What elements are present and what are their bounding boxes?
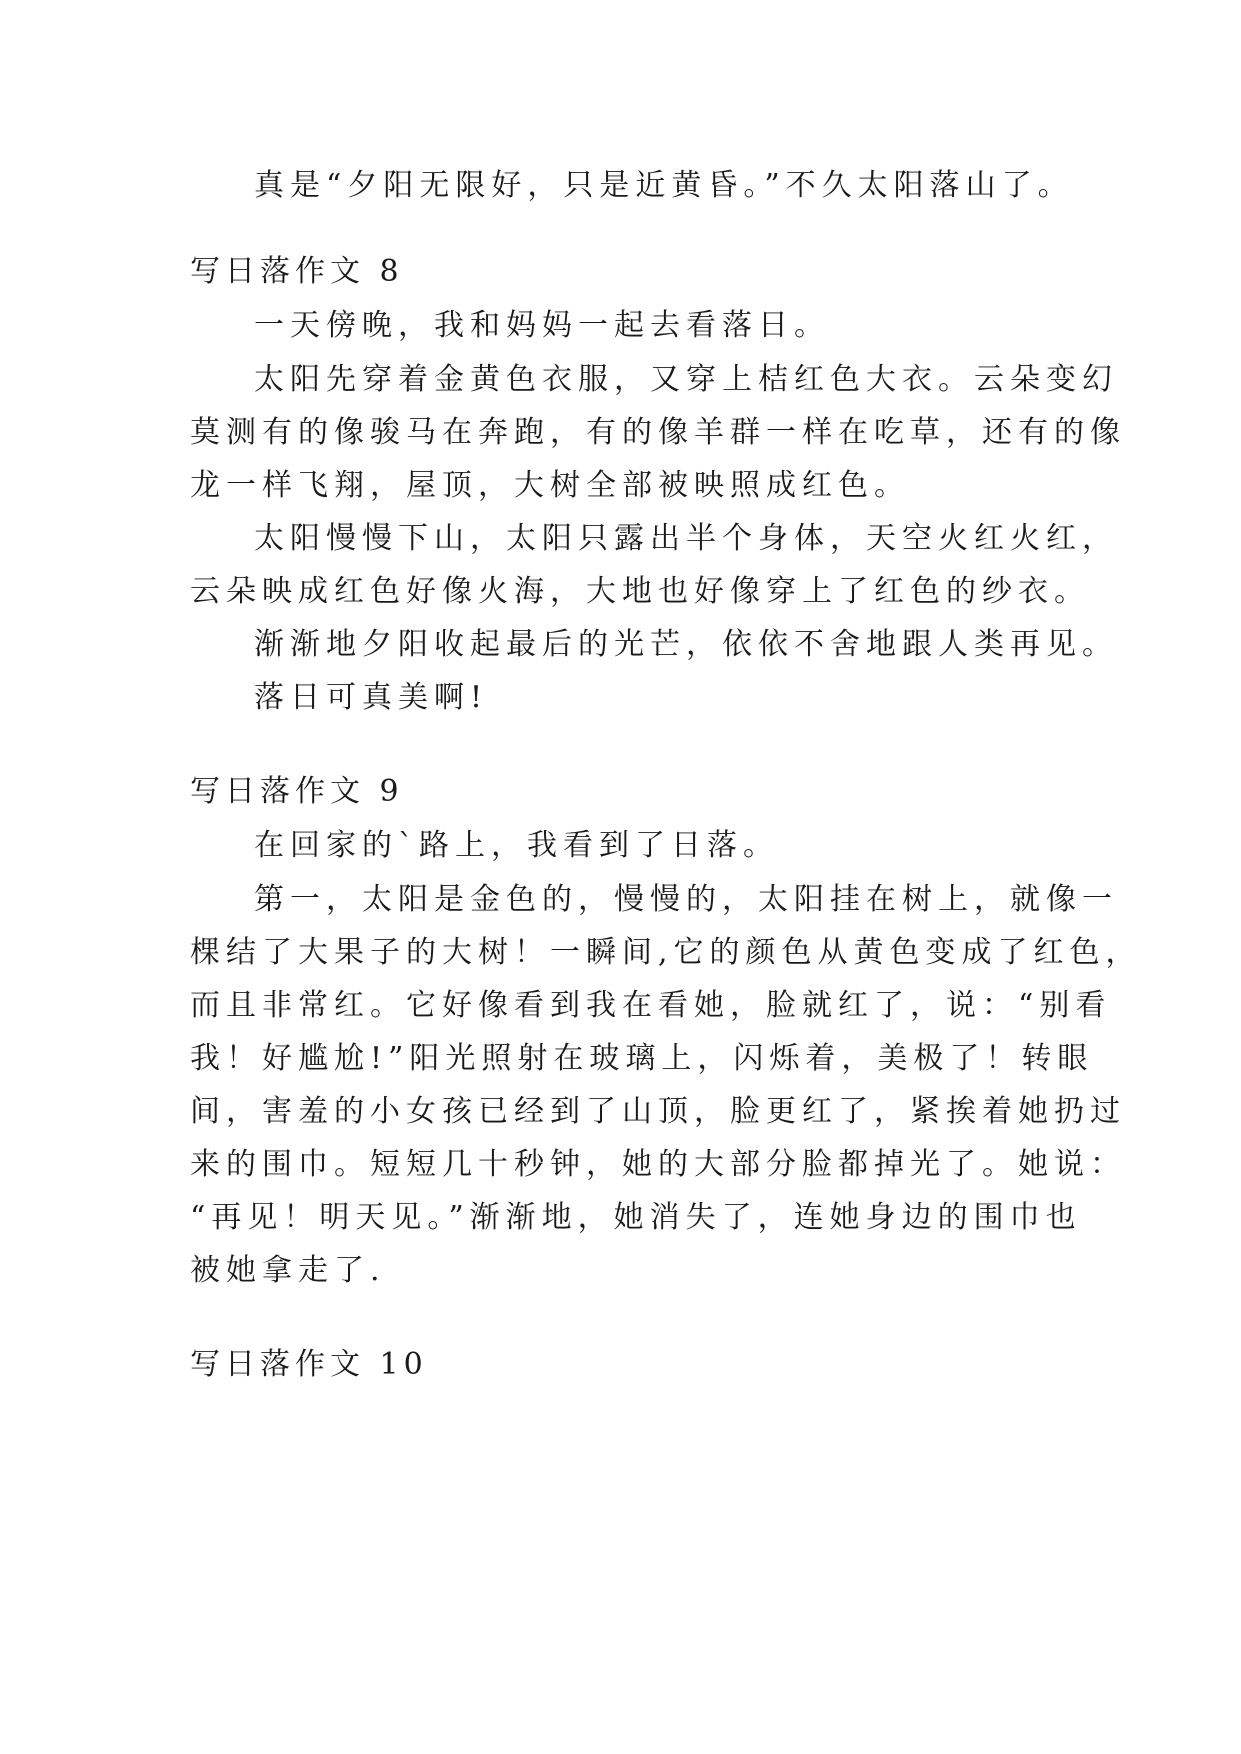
paragraph-line: 一天傍晚，我和妈妈一起去看落日。 — [254, 308, 830, 343]
paragraph-line: 渐渐地夕阳收起最后的光芒，依依不舍地跟人类再见。 — [254, 627, 1118, 662]
paragraph-line: 在回家的`路上，我看到了日落。 — [254, 828, 779, 863]
paragraph-line: 龙一样飞翔，屋顶，大树全部被映照成红色。 — [190, 468, 910, 503]
section-heading-8: 写日落作文 8 — [190, 254, 404, 289]
paragraph-line: 太阳慢慢下山，太阳只露出半个身体，天空火红火红， — [254, 521, 1118, 556]
paragraph-line: 云朵映成红色好像火海，大地也好像穿上了红色的纱衣。 — [190, 574, 1090, 609]
paragraph-line: 间，害羞的小女孩已经到了山顶，脸更红了，紧挨着她扔过 — [190, 1094, 1126, 1129]
paragraph-line: 被她拿走了. — [190, 1253, 386, 1288]
section-heading-9: 写日落作文 9 — [190, 774, 404, 809]
paragraph-line: 来的围巾。短短几十秒钟，她的大部分脸都掉光了。她说： — [190, 1147, 1126, 1182]
paragraph-line: 太阳先穿着金黄色衣服，又穿上桔红色大衣。云朵变幻 — [254, 362, 1118, 397]
paragraph-line: 莫测有的像骏马在奔跑，有的像羊群一样在吃草，还有的像 — [190, 415, 1126, 450]
paragraph-line: 我！好尴尬!”阳光照射在玻璃上，闪烁着，美极了！转眼 — [190, 1041, 1094, 1076]
paragraph-line: 棵结了大果子的大树！一瞬间,它的颜色从黄色变成了红色， — [190, 935, 1142, 970]
paragraph-line: 真是“夕阳无限好，只是近黄昏。”不久太阳落山了。 — [254, 168, 1074, 203]
paragraph-line: 落日可真美啊! — [254, 680, 489, 715]
paragraph-line: 第一，太阳是金色的，慢慢的，太阳挂在树上，就像一 — [254, 882, 1118, 917]
section-heading-10: 写日落作文 10 — [190, 1347, 428, 1382]
paragraph-line: 而且非常红。它好像看到我在看她，脸就红了，说：“别看 — [190, 988, 1112, 1023]
paragraph-line: “再见！明天见。”渐渐地，她消失了，连她身边的围巾也 — [190, 1200, 1082, 1235]
